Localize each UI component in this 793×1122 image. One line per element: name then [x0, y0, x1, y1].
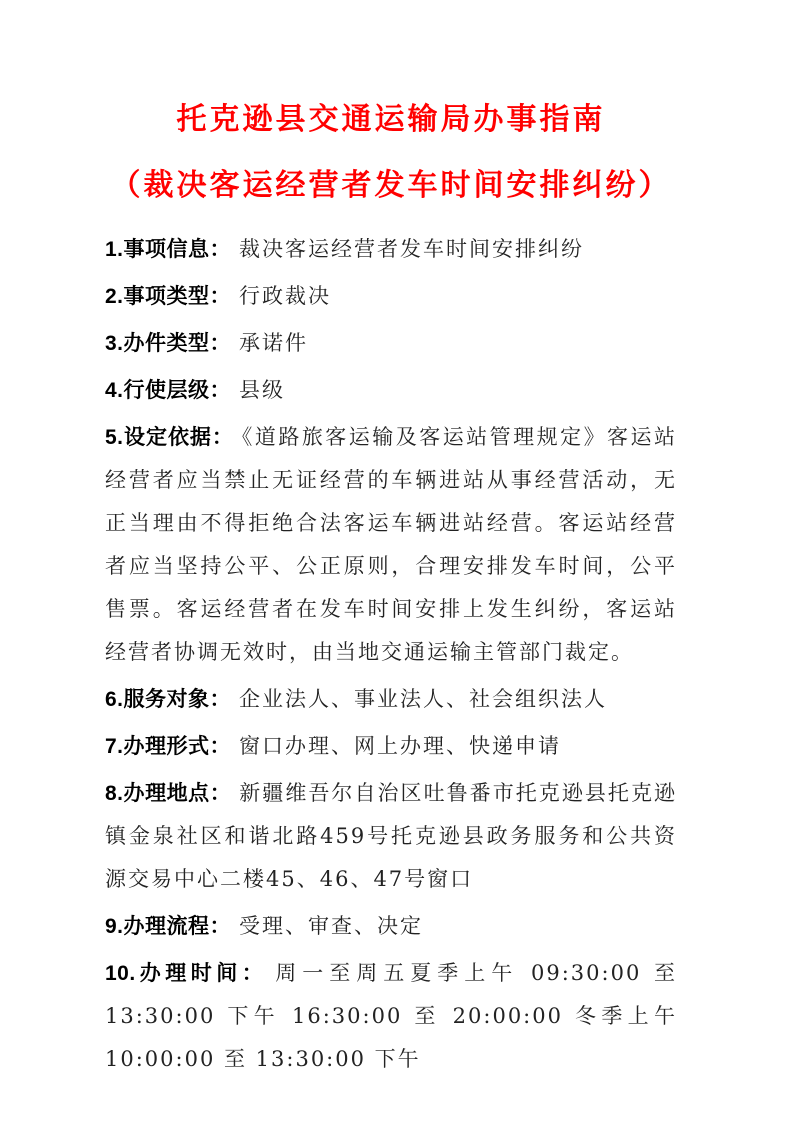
item-3-value: 承诺件 [239, 331, 309, 355]
item-6-label: 6.服务对象： [105, 688, 232, 711]
item-4-label: 4.行使层级： [105, 379, 232, 402]
document-subtitle: （裁决客运经营者发车时间安排纠纷） [110, 169, 672, 202]
document-title: 托克逊县交通运输局办事指南 [176, 103, 606, 136]
item-7-label: 7.办理形式： [105, 735, 232, 758]
guide-items-list [105, 228, 677, 1081]
item-7-value: 窗口办理、网上办理、快递申请 [239, 734, 562, 758]
item-9-label: 9.办理流程： [105, 915, 232, 938]
item-8-value: 新疆维吾尔自治区吐鲁番市托克逊县托克逊镇金泉社区和谐北路459号托克逊县政务服务和公共资源交易中心二楼45、46、47号窗口 [105, 781, 678, 891]
guide-item-1 [105, 228, 677, 271]
item-1-label: 1.事项信息： [105, 238, 232, 261]
item-1-value: 裁决客运经营者发车时间安排纠纷 [239, 237, 585, 261]
guide-item-3 [105, 322, 677, 365]
item-4-value: 县级 [239, 378, 286, 402]
guide-item-4 [105, 369, 677, 412]
item-2-value: 行政裁决 [239, 284, 332, 308]
item-5-label: 5.设定依据： [105, 426, 234, 449]
item-6-value: 企业法人、事业法人、社会组织法人 [239, 687, 608, 711]
guide-item-2 [105, 275, 677, 318]
guide-item-8 [105, 772, 677, 901]
item-8-label: 8.办理地点： [105, 782, 232, 805]
item-2-label: 2.事项类型： [105, 285, 232, 308]
guide-item-9 [105, 905, 677, 948]
item-10-value: 周一至周五夏季上午 09:30:00 至 13:30:00 下午 16:30:00 至 20:00:00 冬季上午 10:00:00 至 13:30:00 下午 [105, 961, 677, 1071]
guide-item-7 [105, 725, 677, 768]
item-5-value: 《道路旅客运输及客运站管理规定》客运站经营者应当禁止无证经营的车辆进站从事经营活动，无正当理由不得拒绝合法客运车辆进站经营。客运站经营者应当坚持公平、公正原则，合理安排发车时间，公平售票。客运经营者在发车时间安排上发生纠纷，客运站经营者协调无效时，由当地交通运输主管部门裁定。 [105, 425, 678, 664]
guide-item-5 [105, 416, 677, 674]
item-3-label: 3.办件类型： [105, 332, 232, 355]
item-10-label: 10.办理时间： [105, 962, 268, 985]
item-9-value: 受理、审查、决定 [239, 914, 424, 938]
guide-item-6 [105, 678, 677, 721]
guide-item-10 [105, 952, 677, 1081]
